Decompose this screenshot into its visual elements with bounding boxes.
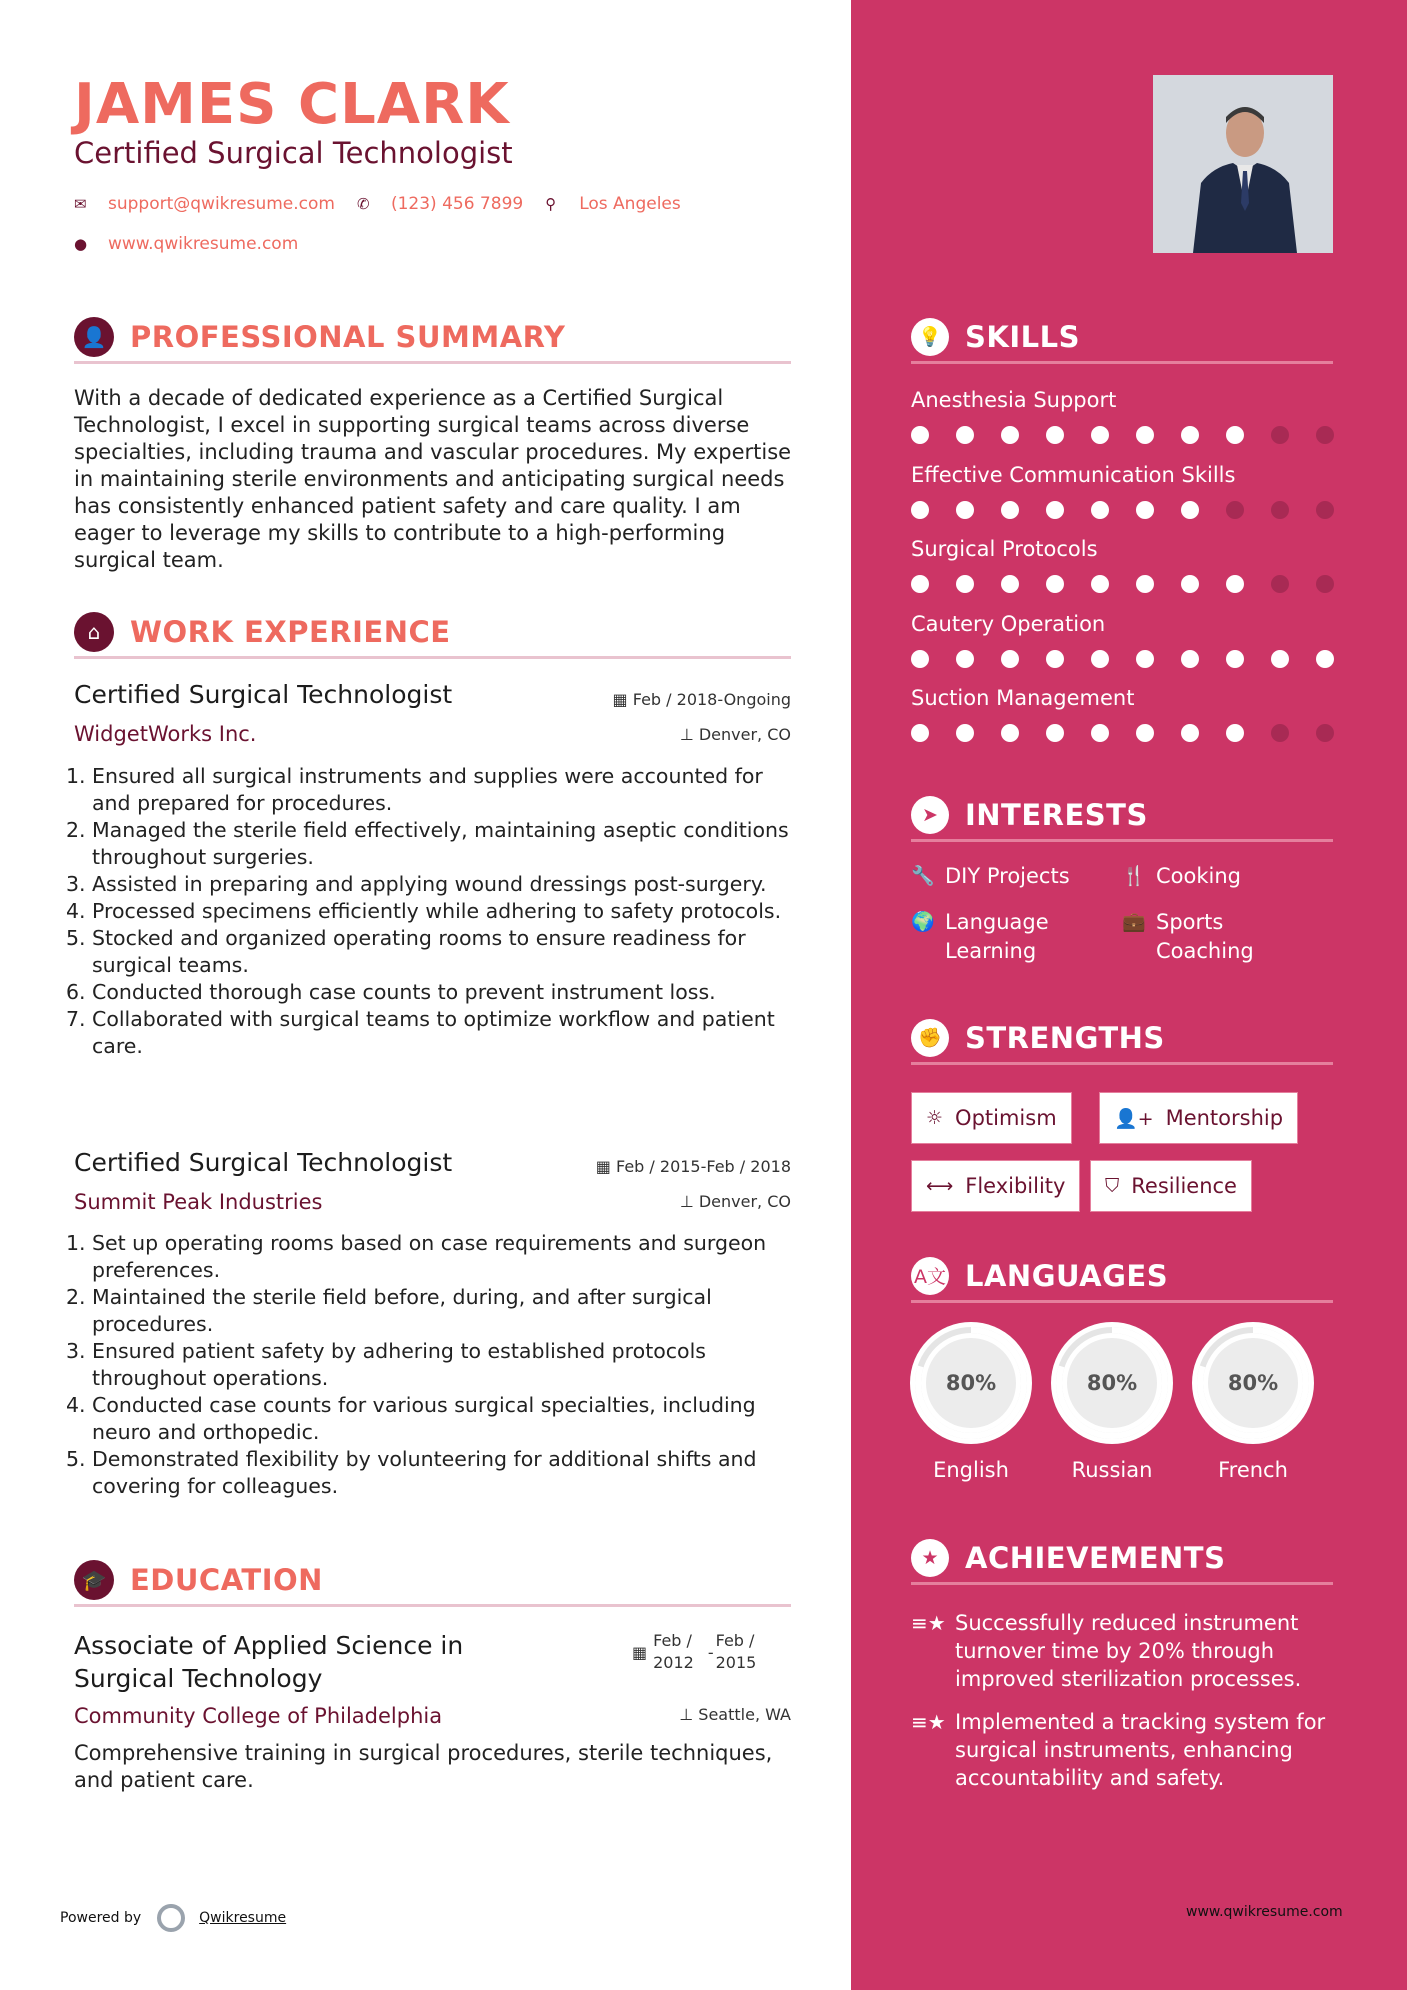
powered-by xyxy=(60,1904,286,1932)
list-item: 6. Conducted thorough case counts to prevent instrument loss. xyxy=(66,980,716,1004)
user-plus-icon: 👤+ xyxy=(1114,1107,1154,1130)
pin-icon: ⊥ xyxy=(679,725,699,744)
list-item: 4. Processed specimens efficiently while adhering to safety protocols. xyxy=(66,899,782,923)
list-item: 5. Demonstrated flexibility by volunteering for additional shifts and covering for colleagues. xyxy=(66,1447,757,1498)
skill-name: Effective Communication Skills xyxy=(911,462,1236,487)
rating-dot xyxy=(1091,650,1109,668)
rating-dot xyxy=(911,426,929,444)
rating-dot xyxy=(956,501,974,519)
rating-dot xyxy=(1046,575,1064,593)
rating-dot xyxy=(1226,724,1244,742)
candidate-title: Certified Surgical Technologist xyxy=(74,136,513,170)
qwikresume-logo-icon xyxy=(157,1904,185,1932)
language-percent: 80% xyxy=(1067,1338,1157,1428)
sun-icon: ☼ xyxy=(926,1107,944,1129)
rating-dot xyxy=(1001,575,1019,593)
rating-dot xyxy=(911,501,929,519)
list-item: 5. Stocked and organized operating rooms to ensure readiness for surgical teams. xyxy=(66,926,746,977)
school-location-text: Seattle, WA xyxy=(698,1705,791,1724)
interest-item xyxy=(911,908,1049,966)
education-date xyxy=(632,1630,756,1674)
interests-heading xyxy=(911,790,1333,842)
experience-heading xyxy=(74,607,791,659)
rating-dot xyxy=(1271,650,1289,668)
job-bullets xyxy=(66,763,806,1060)
rating-dot xyxy=(1271,575,1289,593)
pin-icon: ⊥ xyxy=(679,1705,699,1724)
list-item: 3. Assisted in preparing and applying wound dressings post-surgery. xyxy=(66,872,767,896)
school-location xyxy=(679,1705,791,1724)
job-company: WidgetWorks Inc. xyxy=(74,722,257,746)
rating-dot xyxy=(1091,575,1109,593)
achievements-heading xyxy=(911,1533,1333,1585)
strength-badge xyxy=(911,1092,1072,1144)
summary-text: With a decade of dedicated experience as a Certified Surgical Technologist, I excel in supporting surgical teams across diverse specialties, including trauma and vascular procedures. My expertise in maintaining sterile environments and anticipating surgical needs has consistently enhanced patient safety and care quality. I am eager to leverage my skills to contribute to a high-performing surgical team. xyxy=(74,386,792,572)
job-location-text: Denver, CO xyxy=(698,1192,791,1211)
language-name: Russian xyxy=(1071,1458,1153,1482)
strengths-heading xyxy=(911,1013,1333,1065)
interest-label: Sports Coaching xyxy=(1156,910,1254,963)
rating-dot xyxy=(1226,426,1244,444)
job-location-text: Denver, CO xyxy=(698,725,791,744)
rating-dot xyxy=(1316,501,1334,519)
list-item: 2. Maintained the sterile field before, during, and after surgical procedures. xyxy=(66,1285,712,1336)
rating-dot xyxy=(1316,724,1334,742)
education-heading xyxy=(74,1555,791,1607)
pin-icon: ⊥ xyxy=(679,1192,699,1211)
rating-dot xyxy=(1271,724,1289,742)
education-date-end: Feb / 2015 xyxy=(715,1631,757,1672)
list-item: 7. Collaborated with surgical teams to optimize workflow and patient care. xyxy=(66,1007,775,1058)
fist-icon: ✊ xyxy=(911,1019,949,1057)
footer-site[interactable]: www.qwikresume.com xyxy=(1186,1904,1343,1920)
language-percent: 80% xyxy=(1208,1338,1298,1428)
utensils-icon: 🍴 xyxy=(1122,865,1146,887)
rating-dot xyxy=(911,650,929,668)
rating-dot xyxy=(956,650,974,668)
phone-number: (123) 456 7899 xyxy=(390,194,524,214)
rating-dot xyxy=(1181,724,1199,742)
skill-name: Suction Management xyxy=(911,686,1135,710)
rating-dot xyxy=(911,575,929,593)
strength-label: Resilience xyxy=(1131,1174,1237,1198)
interest-label: Cooking xyxy=(1156,864,1241,888)
achievement-text: Implemented a tracking system for surgical instruments, enhancing accountability and safety. xyxy=(955,1710,1326,1790)
job-date-text: Feb / 2018-Ongoing xyxy=(632,690,791,709)
rating-dot xyxy=(1181,575,1199,593)
skill-rating xyxy=(911,501,1361,519)
globe-icon: ● xyxy=(74,235,88,253)
job-company: Summit Peak Industries xyxy=(74,1190,323,1214)
paper-plane-icon: ➤ xyxy=(911,796,949,834)
job-location xyxy=(680,725,791,744)
brand-link[interactable]: Qwikresume xyxy=(199,1910,287,1926)
rating-dot xyxy=(1316,575,1334,593)
rating-dot xyxy=(1181,426,1199,444)
strength-badge xyxy=(1090,1160,1252,1212)
phone-icon: ✆ xyxy=(356,195,370,213)
job-title: Certified Surgical Technologist xyxy=(74,1148,453,1177)
education-description: Comprehensive training in surgical procedures, sterile techniques, and patient care. xyxy=(74,1741,773,1792)
rating-dot xyxy=(1046,426,1064,444)
strength-label: Mentorship xyxy=(1165,1106,1284,1130)
job-date xyxy=(596,1157,791,1176)
list-item: 4. Conducted case counts for various surgical specialties, including neuro and orthopedic. xyxy=(66,1393,756,1444)
strength-label: Flexibility xyxy=(965,1174,1066,1198)
rating-dot xyxy=(1136,426,1154,444)
rating-dot xyxy=(911,724,929,742)
rating-dot xyxy=(1001,501,1019,519)
rating-dot xyxy=(956,426,974,444)
interest-label: DIY Projects xyxy=(945,864,1070,888)
degree-line-2: Surgical Technology xyxy=(74,1664,323,1693)
strength-label: Optimism xyxy=(955,1106,1057,1130)
profile-photo xyxy=(1153,75,1333,253)
language-ring xyxy=(1051,1322,1173,1444)
powered-by-text: Powered by xyxy=(60,1910,142,1926)
list-item: 1. Set up operating rooms based on case requirements and surgeon preferences. xyxy=(66,1231,767,1282)
list-item: 3. Ensured patient safety by adhering to established protocols throughout operations. xyxy=(66,1339,706,1390)
map-marker-icon: ⚲ xyxy=(545,195,557,213)
rating-dot xyxy=(1091,724,1109,742)
interests-heading-text: INTERESTS xyxy=(965,797,1148,832)
rating-dot xyxy=(1136,650,1154,668)
contact-row-1 xyxy=(74,194,703,214)
education-date-separator: - xyxy=(707,1642,714,1662)
summary-heading xyxy=(74,312,791,364)
translate-icon: A文 xyxy=(911,1257,949,1295)
achievement-text: Successfully reduced instrument turnover time by 20% through improved sterilization processes. xyxy=(955,1611,1302,1691)
rating-dot xyxy=(1181,501,1199,519)
skill-name: Surgical Protocols xyxy=(911,537,1098,561)
achievements-heading-text: ACHIEVEMENTS xyxy=(965,1540,1226,1575)
rating-dot xyxy=(956,724,974,742)
wrench-icon: 🔧 xyxy=(911,865,935,887)
rating-dot xyxy=(1001,650,1019,668)
rating-dot xyxy=(1046,724,1064,742)
rating-dot xyxy=(1001,724,1019,742)
skill-name: Anesthesia Support xyxy=(911,388,1117,412)
email-link[interactable]: support@qwikresume.com xyxy=(108,194,335,214)
user-icon: 👤 xyxy=(74,317,114,357)
languages-heading xyxy=(911,1251,1333,1303)
education-date-start: Feb / 2012 xyxy=(653,1631,694,1672)
calendar-icon: ▦ xyxy=(632,1642,648,1662)
person-silhouette-icon xyxy=(1153,75,1333,253)
rating-dot xyxy=(1316,650,1334,668)
candidate-name: JAMES CLARK xyxy=(74,72,510,137)
graduate-icon: 🎓 xyxy=(74,1560,114,1600)
degree-title xyxy=(74,1629,463,1695)
strength-badge xyxy=(1099,1092,1298,1144)
language-name: English xyxy=(933,1458,1009,1482)
contact-row-2 xyxy=(74,234,320,254)
website-link[interactable]: www.qwikresume.com xyxy=(108,234,299,254)
achievement-item xyxy=(911,1708,1341,1792)
job-date-text: Feb / 2015-Feb / 2018 xyxy=(616,1157,791,1176)
list-item: 1. Ensured all surgical instruments and supplies were accounted for and prepared for procedures. xyxy=(66,764,763,815)
strengths-heading-text: STRENGTHS xyxy=(965,1020,1165,1055)
shield-icon: ⛉ xyxy=(1105,1175,1120,1197)
skill-rating xyxy=(911,650,1361,668)
rating-dot xyxy=(1226,650,1244,668)
star-badge-icon: ★ xyxy=(911,1539,949,1577)
rating-dot xyxy=(1181,650,1199,668)
skills-heading-text: SKILLS xyxy=(965,319,1080,354)
location-text: Los Angeles xyxy=(579,194,681,214)
school-name: Community College of Philadelphia xyxy=(74,1704,443,1728)
language-ring xyxy=(910,1322,1032,1444)
skills-heading xyxy=(911,312,1333,364)
rating-dot xyxy=(956,575,974,593)
language-name: French xyxy=(1218,1458,1288,1482)
degree-line-1: Associate of Applied Science in xyxy=(74,1631,464,1660)
rating-dot xyxy=(1091,501,1109,519)
job-bullets xyxy=(66,1230,806,1500)
job-date xyxy=(613,690,791,709)
summary-heading-text: PROFESSIONAL SUMMARY xyxy=(130,319,566,354)
skill-rating xyxy=(911,575,1361,593)
rating-dot xyxy=(1271,426,1289,444)
calendar-icon: ▦ xyxy=(595,1157,616,1176)
calendar-icon: ▦ xyxy=(612,690,633,709)
language-ring xyxy=(1192,1322,1314,1444)
rating-dot xyxy=(1091,426,1109,444)
rating-dot xyxy=(1136,501,1154,519)
rating-dot xyxy=(1136,724,1154,742)
rating-dot xyxy=(1226,501,1244,519)
chair-icon: ⌂ xyxy=(74,612,114,652)
rating-dot xyxy=(1046,501,1064,519)
education-heading-text: EDUCATION xyxy=(130,1562,323,1597)
languages-heading-text: LANGUAGES xyxy=(965,1258,1169,1293)
rating-dot xyxy=(1046,650,1064,668)
list-item: 2. Managed the sterile field effectively, maintaining aseptic conditions throughout surgeries. xyxy=(66,818,789,869)
briefcase-icon: 💼 xyxy=(1122,911,1146,933)
strength-badge xyxy=(911,1160,1080,1212)
arrows-h-icon: ⟷ xyxy=(926,1175,954,1197)
interest-item xyxy=(1122,862,1241,891)
job-title: Certified Surgical Technologist xyxy=(74,680,453,709)
interest-item xyxy=(1122,908,1254,966)
star-icon: ≡★ xyxy=(911,1611,946,1635)
lightbulb-icon: 💡 xyxy=(911,318,949,356)
achievement-item xyxy=(911,1609,1341,1693)
job-location xyxy=(680,1192,791,1211)
language-percent: 80% xyxy=(926,1338,1016,1428)
rating-dot xyxy=(1136,575,1154,593)
envelope-icon: ✉ xyxy=(74,195,87,213)
skill-rating xyxy=(911,724,1361,742)
skill-name: Cautery Operation xyxy=(911,611,1106,636)
experience-heading-text: WORK EXPERIENCE xyxy=(130,614,451,649)
rating-dot xyxy=(1316,426,1334,444)
interest-label: Language Learning xyxy=(945,910,1049,963)
star-icon: ≡★ xyxy=(911,1710,946,1734)
rating-dot xyxy=(1226,575,1244,593)
rating-dot xyxy=(1271,501,1289,519)
rating-dot xyxy=(1001,426,1019,444)
skill-rating xyxy=(911,426,1361,444)
interest-item xyxy=(911,862,1070,891)
globe-icon: 🌍 xyxy=(911,911,935,933)
